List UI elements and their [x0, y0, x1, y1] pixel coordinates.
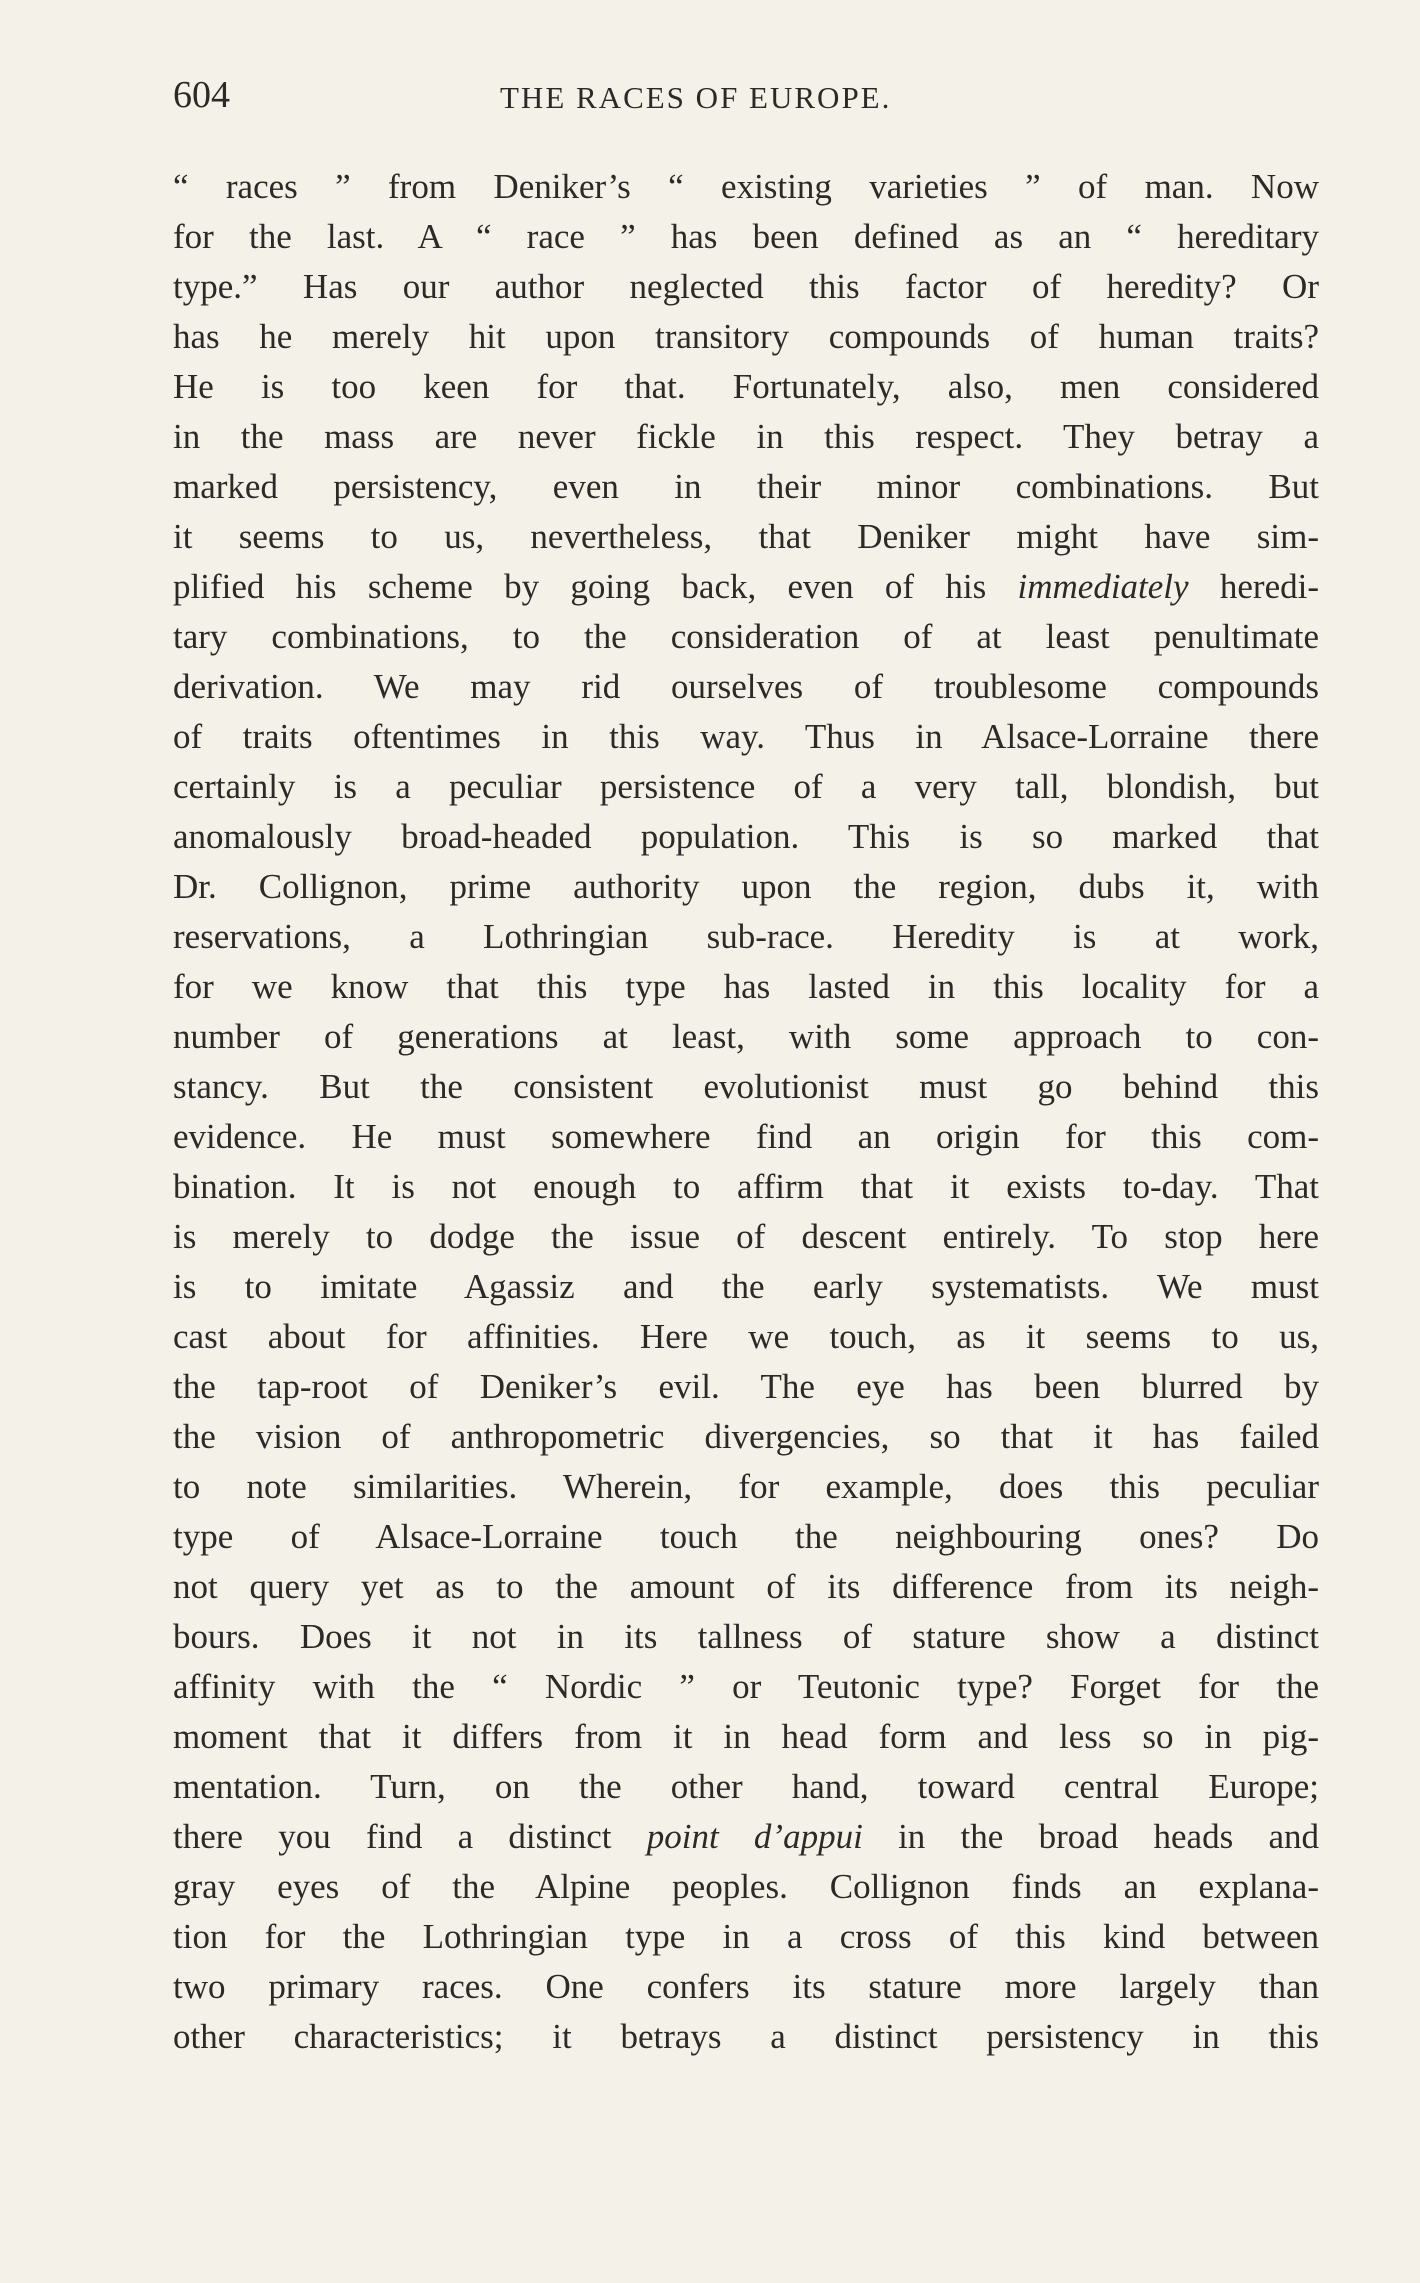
- text-line: is merely to dodge the issue of descent entirely. To stop here: [173, 1217, 1319, 1256]
- page-number: 604: [173, 74, 230, 116]
- text-line: for the last. A “ race ” has been defined as an “ hereditary: [173, 217, 1319, 256]
- text-line: cast about for affinities. Here we touch, as it seems to us,: [173, 1317, 1319, 1356]
- text-line: marked persistency, even in their minor combinations. But: [173, 467, 1319, 506]
- text-run: heredi-: [1188, 567, 1319, 606]
- text-line: tion for the Lothringian type in a cross of this kind between: [173, 1917, 1319, 1956]
- text-line: moment that it differs from it in head form and less so in pig-: [173, 1717, 1319, 1756]
- text-line: other characteristics; it betrays a distinct persistency in this: [173, 2017, 1319, 2056]
- text-line: Dr. Collignon, prime authority upon the region, dubs it, with: [173, 867, 1319, 906]
- text-line: “ races ” from Deniker’s “ existing varieties ” of man. Now: [173, 167, 1319, 206]
- text-line: [173, 562, 1319, 612]
- text-line: the vision of anthropometric divergencies, so that it has failed: [173, 1417, 1319, 1456]
- text-line: is to imitate Agassiz and the early systematists. We must: [173, 1267, 1319, 1306]
- text-line: of traits oftentimes in this way. Thus in Alsace-Lorraine there: [173, 717, 1319, 756]
- text-line: type.” Has our author neglected this factor of heredity? Or: [173, 267, 1319, 306]
- text-line: the tap-root of Deniker’s evil. The eye has been blurred by: [173, 1367, 1319, 1406]
- text-line: He is too keen for that. Fortunately, also, men considered: [173, 367, 1319, 406]
- text-line: for we know that this type has lasted in this locality for a: [173, 967, 1319, 1006]
- text-line: tary combinations, to the consideration of at least penultimate: [173, 617, 1319, 656]
- text-line: to note similarities. Wherein, for example, does this peculiar: [173, 1467, 1319, 1506]
- text-line: certainly is a peculiar persistence of a very tall, blondish, but: [173, 767, 1319, 806]
- body-text: [173, 162, 1319, 2062]
- text-line: anomalously broad-headed population. This is so marked that: [173, 817, 1319, 856]
- text-line: bours. Does it not in its tallness of stature show a distinct: [173, 1617, 1319, 1656]
- text-run: there you find a distinct: [173, 1817, 647, 1856]
- text-run: in the broad heads and: [862, 1817, 1320, 1856]
- text-line: evidence. He must somewhere find an origin for this com-: [173, 1117, 1319, 1156]
- text-line: reservations, a Lothringian sub-race. Heredity is at work,: [173, 917, 1319, 956]
- text-line: has he merely hit upon transitory compounds of human traits?: [173, 317, 1319, 356]
- text-line: bination. It is not enough to affirm that it exists to-day. That: [173, 1167, 1319, 1206]
- italic-emphasis: immediately: [1017, 567, 1189, 606]
- text-line: stancy. But the consistent evolutionist must go behind this: [173, 1067, 1319, 1106]
- italic-emphasis: point d’appui: [646, 1817, 863, 1856]
- text-line: derivation. We may rid ourselves of troublesome compounds: [173, 667, 1319, 706]
- text-line: affinity with the “ Nordic ” or Teutonic type? Forget for the: [173, 1667, 1319, 1706]
- text-line: gray eyes of the Alpine peoples. Collignon finds an explana-: [173, 1867, 1319, 1906]
- text-line: type of Alsace-Lorraine touch the neighbouring ones? Do: [173, 1517, 1319, 1556]
- text-line: two primary races. One confers its stature more largely than: [173, 1967, 1319, 2006]
- text-line: number of generations at least, with some approach to con-: [173, 1017, 1319, 1056]
- text-run: plified his scheme by going back, even of his: [173, 567, 1018, 606]
- text-line: in the mass are never fickle in this respect. They betray a: [173, 417, 1319, 456]
- text-line: not query yet as to the amount of its difference from its neigh-: [173, 1567, 1319, 1606]
- running-head: THE RACES OF EUROPE.: [500, 80, 892, 115]
- text-line: mentation. Turn, on the other hand, toward central Europe;: [173, 1767, 1319, 1806]
- text-line: [173, 1812, 1319, 1862]
- text-line: it seems to us, nevertheless, that Deniker might have sim-: [173, 517, 1319, 556]
